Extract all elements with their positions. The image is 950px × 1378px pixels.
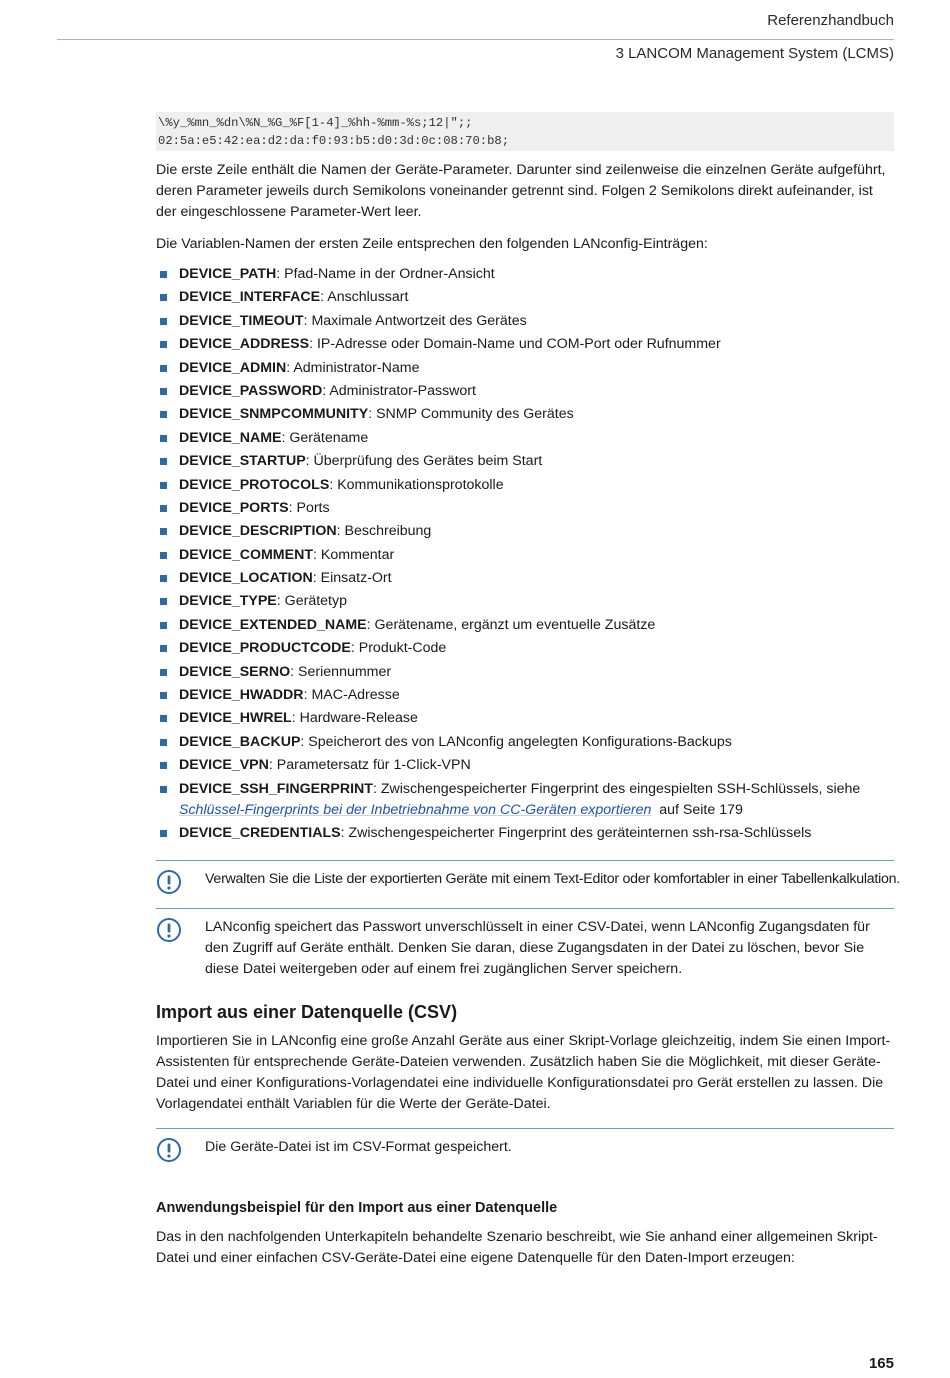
page-number: 165: [868, 1355, 894, 1372]
param-key: DEVICE_TIMEOUT: [179, 312, 304, 329]
list-item: [156, 779, 894, 821]
page-content: [156, 112, 900, 1269]
param-desc: : Ports: [288, 499, 330, 516]
exclamation-circle-icon: [156, 917, 182, 943]
param-key: DEVICE_PORTS: [179, 499, 289, 516]
param-desc: : Maximale Antwortzeit des Gerätes: [303, 312, 527, 329]
page-reference: auf Seite 179: [659, 801, 743, 818]
param-key: DEVICE_EXTENDED_NAME: [179, 616, 367, 633]
note-box: [156, 1128, 894, 1158]
list-item: [156, 521, 894, 542]
param-key: DEVICE_VPN: [179, 757, 269, 774]
param-desc: : IP-Adresse oder Domain-Name und COM-Port oder Rufnummer: [309, 336, 721, 353]
exclamation-circle-icon: [156, 1137, 182, 1163]
list-item: [156, 264, 894, 285]
list-item: [156, 545, 894, 566]
param-key: DEVICE_INTERFACE: [179, 289, 321, 306]
subsection-heading: Anwendungsbeispiel für den Import aus einer Datenquelle: [156, 1199, 558, 1216]
param-desc: : Kommunikationsprotokolle: [329, 476, 504, 493]
param-key: DEVICE_SNMPCOMMUNITY: [179, 406, 369, 423]
param-desc: : Speicherort des von LANconfig angelegten Konfigurations-Backups: [300, 733, 732, 750]
param-key: DEVICE_STARTUP: [179, 453, 306, 470]
list-item: [156, 615, 894, 636]
param-desc: : Anschlussart: [320, 289, 409, 306]
list-item: [156, 662, 894, 683]
document-title: Referenzhandbuch: [767, 12, 894, 29]
param-key: DEVICE_BACKUP: [179, 733, 301, 750]
param-key: DEVICE_PATH: [179, 266, 277, 282]
list-item: [156, 334, 894, 355]
cross-reference-link[interactable]: Schlüssel-Fingerprints bei der Inbetriebnahme von CC-Geräten exportieren: [179, 801, 652, 818]
list-item: [156, 755, 894, 776]
code-line: \%y_%mn_%dn\%N_%G_%F[1-4]_%hh-%mm-%s;12|";;: [158, 116, 473, 130]
param-desc: : Kommentar: [313, 546, 395, 563]
param-key: DEVICE_NAME: [179, 429, 282, 446]
param-desc: : Zwischengespeicherter Fingerprint des geräteinternen ssh-rsa-Schlüssels: [340, 824, 812, 841]
list-item: [156, 732, 894, 753]
list-item: [156, 451, 894, 472]
list-item: [156, 708, 894, 729]
param-key: DEVICE_ADDRESS: [179, 336, 310, 353]
list-item: [156, 381, 894, 402]
section-heading: Import aus einer Datenquelle (CSV): [156, 1001, 458, 1022]
variables-intro: Die Variablen-Namen der ersten Zeile entsprechen den folgenden LANconfig-Einträgen:: [156, 236, 708, 252]
param-desc: : Administrator-Name: [286, 359, 420, 376]
code-block: [156, 112, 894, 151]
subsection-paragraph: Das in den nachfolgenden Unterkapiteln behandelte Szenario beschreibt, wie Sie anhand einer allgemeinen Skript-Datei und einer einfachen CSV-Geräte-Datei eine eigene Datenquelle für den Daten-Import erzeugen:: [156, 1228, 878, 1266]
note-text: Verwalten Sie die Liste der exportierten Geräte mit einem Text-Editor oder komfortabler in einer Tabellenkalkulation.: [205, 870, 900, 887]
param-desc: : MAC-Adresse: [303, 687, 400, 704]
param-key: DEVICE_ADMIN: [179, 359, 287, 376]
chapter-title: 3 LANCOM Management System (LCMS): [615, 45, 894, 62]
exclamation-circle-icon: [156, 869, 182, 895]
list-item: [156, 591, 894, 612]
param-key: DEVICE_PRODUCTCODE: [179, 640, 351, 657]
header-rule: [57, 39, 894, 40]
list-item: [156, 823, 894, 844]
list-item: [156, 287, 894, 308]
param-desc: : Administrator-Passwort: [322, 382, 476, 399]
note-box: [156, 908, 894, 980]
param-desc: : SNMP Community des Gerätes: [368, 406, 574, 423]
param-key: DEVICE_LOCATION: [179, 570, 313, 587]
list-item: [156, 685, 894, 706]
list-item: [156, 311, 894, 332]
param-key: DEVICE_CREDENTIALS: [179, 824, 341, 841]
section-paragraph: Importieren Sie in LANconfig eine große Anzahl Geräte aus einer Skript-Vorlage gleichzeitig, indem Sie einen Import-Assistenten für entsprechende Geräte-Dateien verwenden. Zusätzlich haben Sie die Möglichkeit, mit dieser Geräte-Datei und einer Konfigurations-Vorlagendatei eine individuelle Konfigurationsdatei pro Gerät erstellen zu lassen. Die Vorlagendatei enthält Variablen für die Werte der Geräte-Datei.: [156, 1032, 891, 1112]
list-item: [156, 568, 894, 589]
param-key: DEVICE_HWREL: [179, 710, 292, 727]
param-key: DEVICE_DESCRIPTION: [179, 523, 337, 540]
param-desc: : Zwischengespeicherter Fingerprint des eingespielten SSH-Schlüssels, siehe: [372, 780, 861, 797]
param-key: DEVICE_SERNO: [179, 663, 291, 680]
param-key: DEVICE_SSH_FINGERPRINT: [179, 780, 373, 797]
parameter-list: [156, 264, 894, 844]
param-desc: : Beschreibung: [336, 523, 432, 540]
param-desc: : Gerätename: [281, 429, 369, 446]
param-desc: : Pfad-Name in der Ordner-Ansicht: [276, 266, 495, 282]
list-item: [156, 475, 894, 496]
param-key: DEVICE_HWADDR: [179, 687, 304, 704]
code-line: 02:5a:e5:42:ea:d2:da:f0:93:b5:d0:3d:0c:08:70:b8;: [158, 134, 510, 148]
list-item: [156, 428, 894, 449]
intro-paragraph: Die erste Zeile enthält die Namen der Geräte-Parameter. Darunter sind zeilenweise die einzelnen Geräte aufgeführt, deren Parameter jeweils durch Semikolons voneinander getrennt sind. Folgen 2 Semikolons direkt aufeinander, ist der eingeschlossene Parameter-Wert leer.: [156, 162, 886, 220]
param-key: DEVICE_TYPE: [179, 593, 277, 610]
param-key: DEVICE_COMMENT: [179, 546, 314, 563]
list-item: [156, 638, 894, 659]
param-key: DEVICE_PASSWORD: [179, 382, 323, 399]
note-box: [156, 860, 900, 890]
param-desc: : Seriennummer: [290, 663, 392, 680]
param-desc: : Überprüfung des Gerätes beim Start: [305, 453, 543, 470]
list-item: [156, 358, 894, 379]
list-item: [156, 404, 894, 425]
note-text: Die Geräte-Datei ist im CSV-Format gespeichert.: [205, 1138, 512, 1155]
note-text: LANconfig speichert das Passwort unverschlüsselt in einer CSV-Datei, wenn LANconfig Zugangsdaten für den Zugriff auf Geräte enthält. Denken Sie daran, diese Zugangsdaten in der Datei zu löschen, bevor Sie diese Datei weitergeben oder auf einem frei zugänglichen Server speichern.: [205, 918, 870, 977]
param-desc: : Parametersatz für 1-Click-VPN: [268, 757, 471, 774]
param-desc: : Gerätename, ergänzt um eventuelle Zusätze: [366, 616, 656, 633]
param-desc: : Produkt-Code: [350, 640, 447, 657]
param-desc: : Einsatz-Ort: [312, 570, 392, 587]
param-key: DEVICE_PROTOCOLS: [179, 476, 330, 493]
list-item: [156, 498, 894, 519]
param-desc: : Gerätetyp: [276, 593, 347, 610]
param-desc: : Hardware-Release: [291, 710, 418, 727]
